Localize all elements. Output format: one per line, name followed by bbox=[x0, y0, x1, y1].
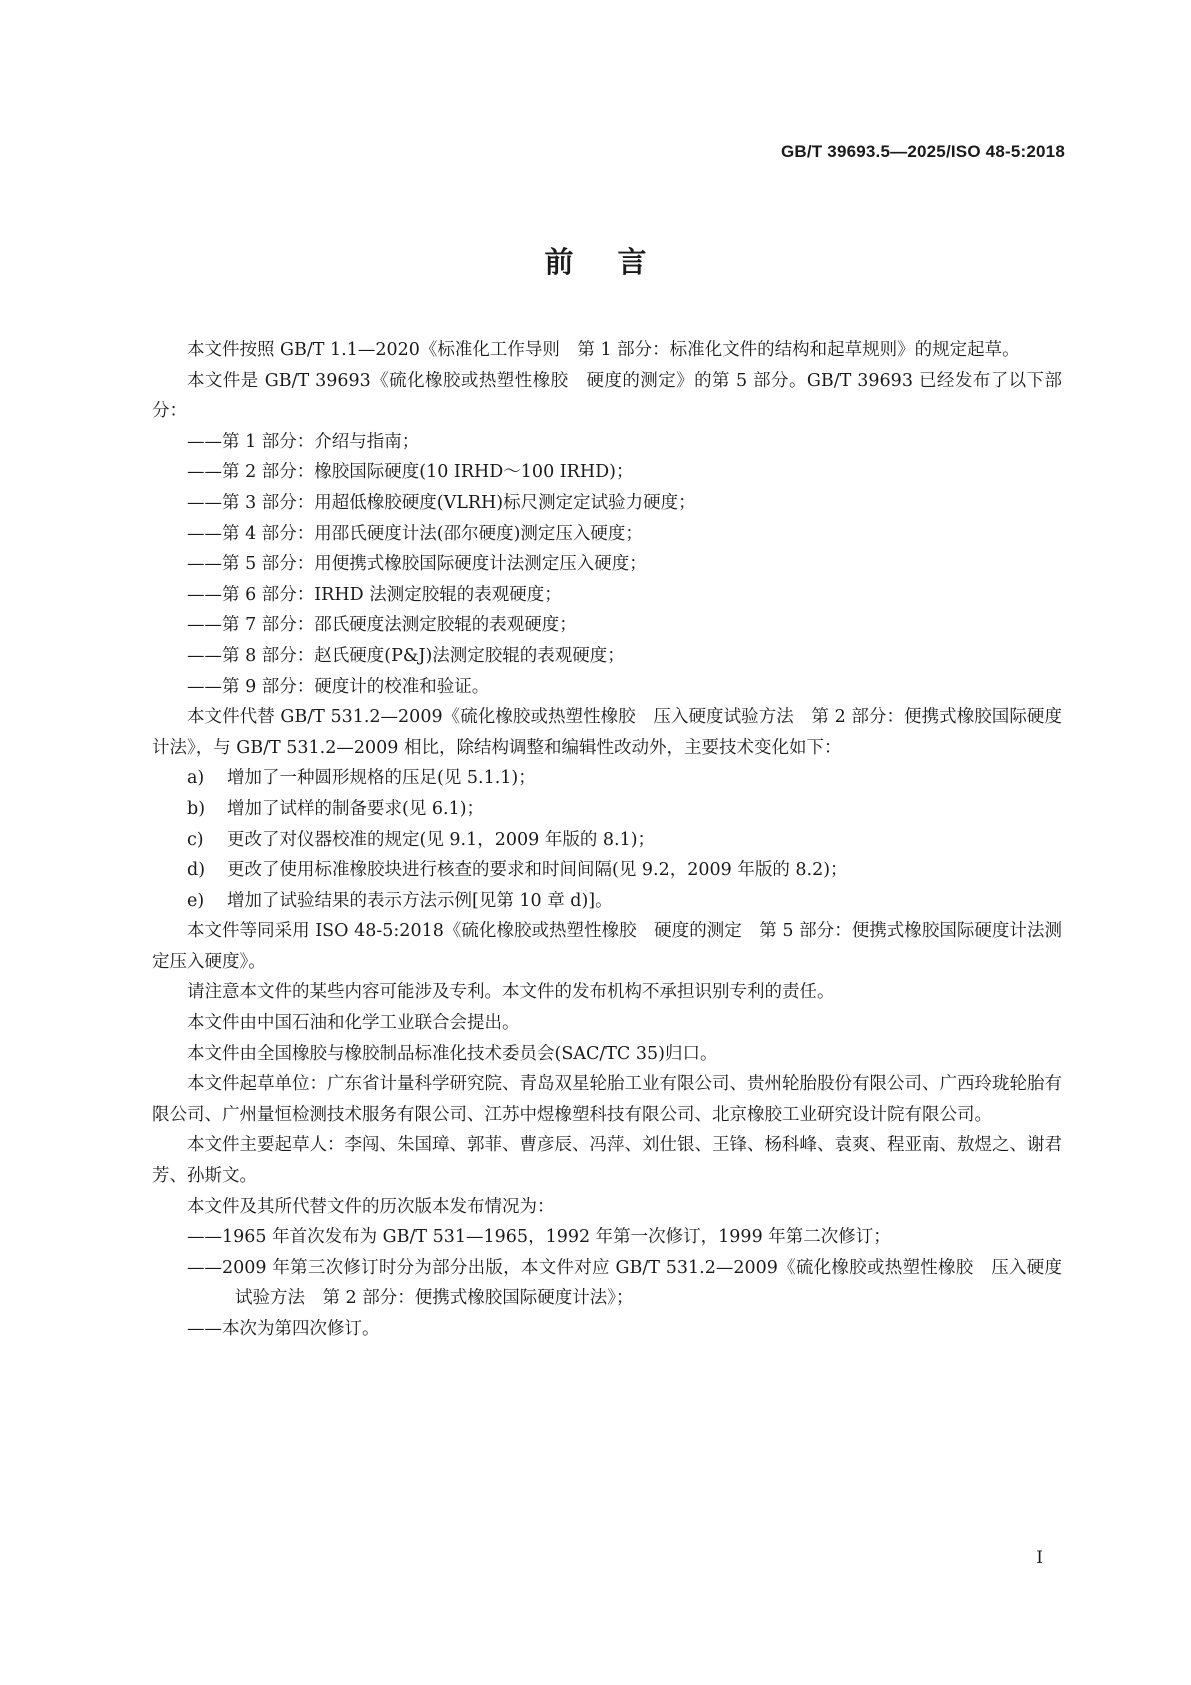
change-label: e) bbox=[187, 890, 205, 911]
change-text: 增加了试验结果的表示方法示例[见第 10 章 d)]。 bbox=[227, 890, 613, 911]
standard-code: GB/T 39693.5—2025/ISO 48-5:2018 bbox=[780, 142, 1065, 161]
list-item-change bbox=[152, 763, 1062, 794]
list-item-part: ——第 1 部分：介绍与指南； bbox=[187, 431, 420, 452]
list-item-change bbox=[152, 886, 1062, 917]
page-number: I bbox=[1036, 1548, 1043, 1568]
change-text: 增加了试样的制备要求(见 6.1)； bbox=[227, 798, 485, 819]
paragraph-series-intro: 本文件是 GB/T 39693《硫化橡胶或热塑性橡胶 硬度的测定》的第 5 部分。GB/T 39693 已经发布了以下部分： bbox=[152, 370, 1062, 422]
foreword-body bbox=[152, 335, 1062, 1345]
change-label: b) bbox=[187, 798, 206, 819]
list-item-history: ——2009 年第三次修订时分为部分出版，本文件对应 GB/T 531.2—2009《硫化橡胶或热塑性橡胶 压入硬度试验方法 第 2 部分：便携式橡胶国际硬度计法》； bbox=[187, 1257, 1062, 1309]
change-label: a) bbox=[187, 768, 205, 789]
change-label: c) bbox=[187, 829, 204, 850]
paragraph-replaces: 本文件代替 GB/T 531.2—2009《硫化橡胶或热塑性橡胶 压入硬度试验方法 第 2 部分：便携式橡胶国际硬度计法》，与 GB/T 531.2—2009 相比，除结构调整和编辑性改动外，主要技术变化如下： bbox=[152, 707, 1062, 758]
paragraph-drafting-basis: 本文件按照 GB/T 1.1—2020《标准化工作导则 第 1 部分：标准化文件的结构和起草规则》的规定起草。 bbox=[187, 340, 1020, 360]
list-item-change bbox=[152, 825, 1062, 856]
list-item-part: ——第 5 部分：用便携式橡胶国际硬度计法测定压入硬度； bbox=[187, 554, 647, 575]
list-item-part: ——第 3 部分：用超低橡胶硬度(VLRH)标尺测定定试验力硬度； bbox=[187, 492, 696, 513]
paragraph-history-intro: 本文件及其所代替文件的历次版本发布情况为： bbox=[187, 1196, 555, 1217]
list-item-part: ——第 7 部分：邵氏硬度法测定胶辊的表观硬度； bbox=[187, 615, 577, 636]
list-item-part: ——第 4 部分：用邵氏硬度计法(邵尔硬度)测定压入硬度； bbox=[187, 523, 643, 544]
list-item-part: ——第 6 部分：IRHD 法测定胶辊的表观硬度； bbox=[187, 584, 562, 605]
paragraph-iso-adoption: 本文件等同采用 ISO 48-5:2018《硫化橡胶或热塑性橡胶 硬度的测定 第 5 部分：便携式橡胶国际硬度计法测定压入硬度》。 bbox=[152, 921, 1062, 972]
change-text: 更改了对仪器校准的规定(见 9.1，2009 年版的 8.1)； bbox=[227, 829, 656, 850]
list-item-part: ——第 8 部分：赵氏硬度(P&J)法测定胶辊的表观硬度； bbox=[187, 645, 625, 666]
paragraph-proposer: 本文件由中国石油和化学工业联合会提出。 bbox=[187, 1013, 520, 1034]
paragraph-drafters: 本文件主要起草人：李闯、朱国璋、郭菲、曹彦辰、冯萍、刘仕银、王锋、杨科峰、袁爽、程亚南、敖煜之、谢君芳、孙斯文。 bbox=[152, 1135, 1062, 1187]
list-item-part: ——第 2 部分：橡胶国际硬度(10 IRHD～100 IRHD)； bbox=[187, 462, 634, 483]
page-title: 前言 bbox=[544, 245, 691, 279]
change-label: d) bbox=[187, 860, 206, 881]
paragraph-committee: 本文件由全国橡胶与橡胶制品标准化技术委员会(SAC/TC 35)归口。 bbox=[187, 1043, 718, 1064]
paragraph-patent-notice: 请注意本文件的某些内容可能涉及专利。本文件的发布机构不承担识别专利的责任。 bbox=[187, 982, 835, 1003]
list-item-change bbox=[152, 855, 1062, 886]
list-item-part: ——第 9 部分：硬度计的校准和验证。 bbox=[187, 676, 490, 697]
list-item-change bbox=[152, 794, 1062, 825]
list-item-history: ——本次为第四次修订。 bbox=[187, 1319, 380, 1339]
change-text: 更改了使用标准橡胶块进行核查的要求和时间间隔(见 9.2，2009 年版的 8.2)； bbox=[227, 860, 848, 881]
change-text: 增加了一种圆形规格的压足(见 5.1.1)； bbox=[227, 768, 536, 789]
list-item-history: ——1965 年首次发布为 GB/T 531—1965，1992 年第一次修订，1999 年第二次修订； bbox=[187, 1227, 891, 1248]
paragraph-drafting-units: 本文件起草单位：广东省计量科学研究院、青岛双星轮胎工业有限公司、贵州轮胎股份有限公司、广西玲珑轮胎有限公司、广州量恒检测技术服务有限公司、江苏中煜橡塑科技有限公司、北京橡胶工业研究设计院有限公司。 bbox=[152, 1074, 1062, 1125]
